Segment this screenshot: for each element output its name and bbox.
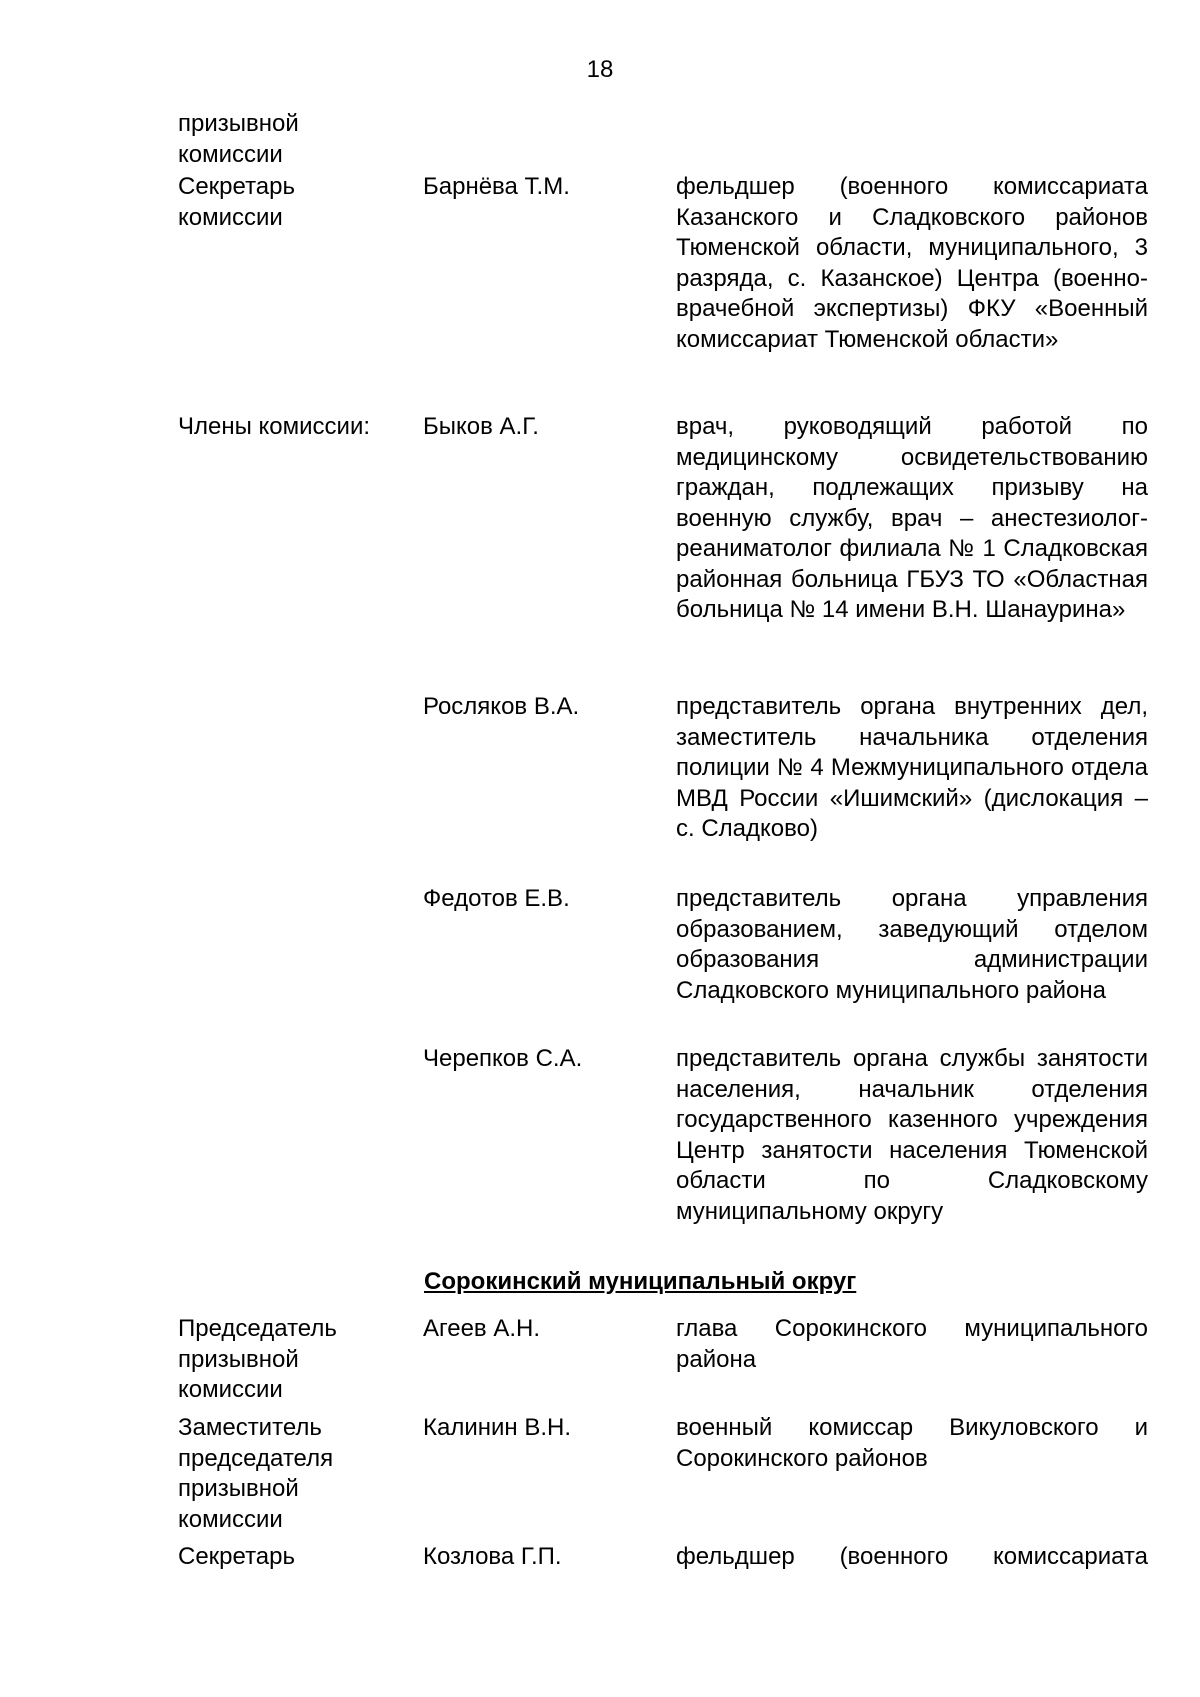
name-cell: Росляков В.А.	[423, 693, 580, 720]
role-cell: Секретарь комиссии	[178, 173, 295, 231]
role-cell: Члены комиссии:	[178, 413, 371, 440]
role-cell: Секретарь	[178, 1543, 295, 1570]
duty-cell: фельдшер (военного комиссариата Казанского и Сладковского районов Тюменской области, муниципального, 3 разряда, с. Казанское) Центра (военно-врачебной экспертизы) ФКУ «Военный комиссариат Тюменской области»	[676, 173, 1148, 353]
duty-cell: врач, руководящий работой по медицинскому освидетельствованию граждан, подлежащих призыву на военную службу, врач – анестезиолог-реаниматолог филиала № 1 Сладковская районная больница ГБУЗ ТО «Областная больница № 14 имени В.Н. Шанаурина»	[676, 413, 1148, 623]
name-cell: Агеев А.Н.	[423, 1315, 541, 1342]
duty-cell: представитель органа управления образованием, заведующий отделом образования администрации Сладковского муниципального района	[676, 885, 1148, 1004]
name-cell: Калинин В.Н.	[423, 1414, 571, 1441]
duty-cell: фельдшер (военного комиссариата	[676, 1543, 1148, 1570]
name-cell: Козлова Г.П.	[423, 1543, 562, 1570]
role-cell: призывной комиссии	[178, 110, 299, 168]
name-cell: Федотов Е.В.	[423, 885, 570, 912]
role-cell: Председатель призывной комиссии	[178, 1315, 337, 1403]
duty-cell: представитель органа внутренних дел, заместитель начальника отделения полиции № 4 Межмуниципального отдела МВД России «Ишимский» (дислокация – с. Сладково)	[676, 693, 1148, 842]
duty-cell: представитель органа службы занятости населения, начальник отделения государственного казенного учреждения Центр занятости населения Тюменской области по Сладковскому муниципальному округу	[676, 1045, 1148, 1225]
duty-cell: глава Сорокинского муниципального района	[676, 1315, 1148, 1373]
name-cell: Черепков С.А.	[423, 1045, 583, 1072]
name-cell: Быков А.Г.	[423, 413, 539, 440]
section-heading: Сорокинский муниципальный округ	[424, 1268, 857, 1295]
page-number: 18	[586, 56, 614, 83]
duty-cell: военный комиссар Викуловского и Сорокинского районов	[676, 1414, 1148, 1472]
role-cell: Заместитель председателя призывной комиссии	[178, 1414, 334, 1533]
name-cell: Барнёва Т.М.	[423, 173, 570, 200]
